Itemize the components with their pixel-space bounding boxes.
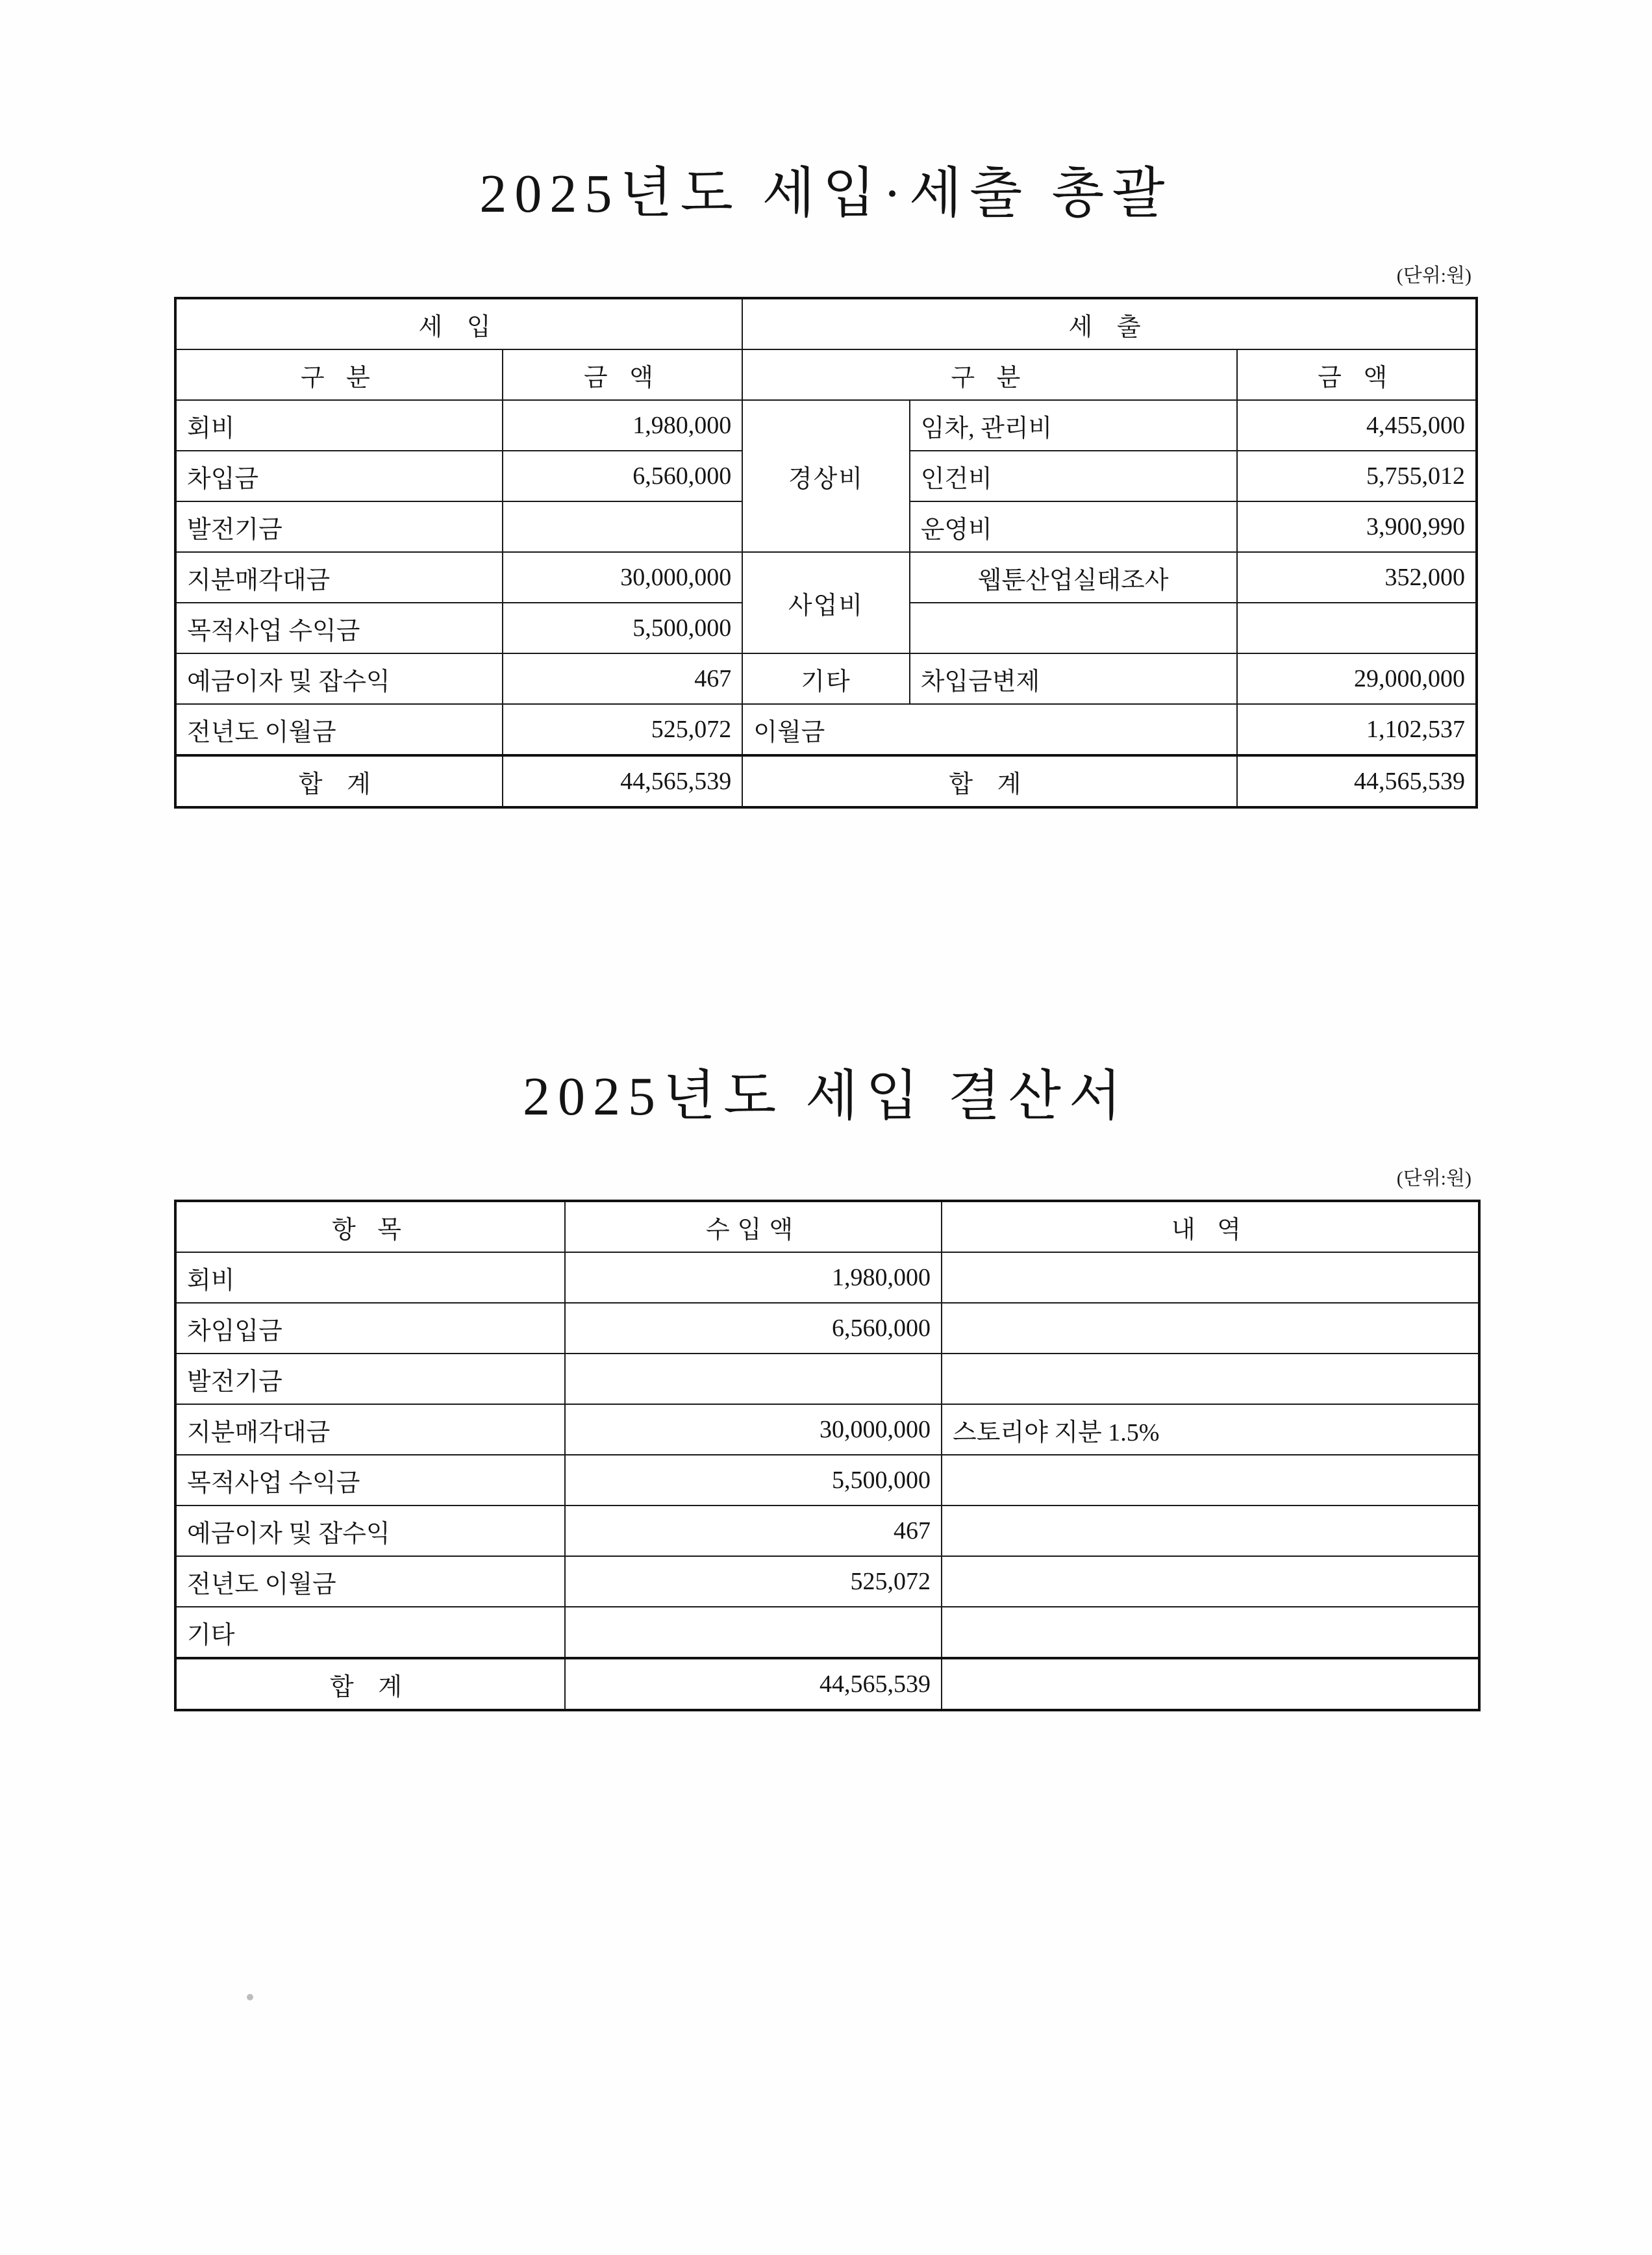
revenue-amount: 467 <box>503 653 742 704</box>
expense-amount: 4,455,000 <box>1237 400 1477 451</box>
expense-group-label: 경상비 <box>742 400 909 552</box>
header-item: 항 목 <box>175 1201 565 1252</box>
item-detail <box>942 1252 1479 1303</box>
item-label: 기타 <box>175 1607 565 1658</box>
summary-table-wrap <box>0 297 1652 809</box>
item-income <box>565 1354 942 1404</box>
item-detail <box>942 1556 1479 1607</box>
expense-label: 임차, 관리비 <box>910 400 1237 451</box>
carryover-amount: 1,102,537 <box>1237 704 1477 755</box>
expense-label: 웹툰산업실태조사 <box>910 552 1237 603</box>
table-row-header-top <box>175 298 1477 349</box>
item-income <box>565 1607 942 1658</box>
revenue-amount: 1,980,000 <box>503 400 742 451</box>
table-row <box>175 1455 1479 1505</box>
table-row-header-sub <box>175 349 1477 400</box>
revenue-amount: 5,500,000 <box>503 603 742 653</box>
expense-group-label: 기타 <box>742 653 909 704</box>
page-title-settlement: 2025년도 세입 결산서 <box>522 1066 1129 1127</box>
expense-label: 운영비 <box>910 501 1237 552</box>
header-expense-amount: 금 액 <box>1237 349 1477 400</box>
expense-label: 인건비 <box>910 451 1237 501</box>
expense-label: 차입금변제 <box>910 653 1237 704</box>
item-income: 6,560,000 <box>565 1303 942 1354</box>
table-row <box>175 704 1477 755</box>
item-income: 30,000,000 <box>565 1404 942 1455</box>
revenue-total-amount: 44,565,539 <box>503 755 742 807</box>
section-revenue-expense-summary <box>0 149 1652 809</box>
table-row <box>175 1505 1479 1556</box>
expense-amount: 5,755,012 <box>1237 451 1477 501</box>
unit-note-settlement: (단위:원) <box>1396 1168 1471 1189</box>
unit-note-summary: (단위:원) <box>1396 265 1471 286</box>
revenue-label: 발전기금 <box>175 501 503 552</box>
header-income: 수입액 <box>565 1201 942 1252</box>
item-detail <box>942 1354 1479 1404</box>
page-title-summary: 2025년도 세입·세출 총괄 <box>479 164 1173 224</box>
table-row <box>175 653 1477 704</box>
expense-amount: 352,000 <box>1237 552 1477 603</box>
table-row <box>175 400 1477 451</box>
revenue-label: 목적사업 수익금 <box>175 603 503 653</box>
settlement-total-label: 합 계 <box>175 1658 565 1710</box>
item-label: 목적사업 수익금 <box>175 1455 565 1505</box>
item-income: 5,500,000 <box>565 1455 942 1505</box>
table-row-header <box>175 1201 1479 1252</box>
expense-amount: 29,000,000 <box>1237 653 1477 704</box>
item-detail <box>942 1505 1479 1556</box>
table-row-total <box>175 1658 1479 1710</box>
item-detail <box>942 1455 1479 1505</box>
item-label: 차임입금 <box>175 1303 565 1354</box>
revenue-label: 지분매각대금 <box>175 552 503 603</box>
revenue-amount: 525,072 <box>503 704 742 755</box>
settlement-table-wrap <box>0 1200 1652 1711</box>
item-label: 예금이자 및 잡수익 <box>175 1505 565 1556</box>
table-row <box>175 552 1477 603</box>
header-revenue-amount: 금 액 <box>503 349 742 400</box>
expense-total-amount: 44,565,539 <box>1237 755 1477 807</box>
item-income: 525,072 <box>565 1556 942 1607</box>
settlement-total-detail <box>942 1658 1479 1710</box>
table-row <box>175 1404 1479 1455</box>
expense-amount <box>1237 603 1477 653</box>
table-row <box>175 1556 1479 1607</box>
header-expense: 세 출 <box>742 298 1477 349</box>
settlement-total-income: 44,565,539 <box>565 1658 942 1710</box>
scan-artifact-dot <box>247 1994 253 2000</box>
settlement-table <box>174 1200 1481 1711</box>
item-income: 1,980,000 <box>565 1252 942 1303</box>
section-revenue-settlement <box>0 1052 1652 1711</box>
revenue-label: 예금이자 및 잡수익 <box>175 653 503 704</box>
item-label: 회비 <box>175 1252 565 1303</box>
item-label: 발전기금 <box>175 1354 565 1404</box>
revenue-label: 차입금 <box>175 451 503 501</box>
summary-table <box>174 297 1478 809</box>
table-row <box>175 1252 1479 1303</box>
table-row <box>175 1354 1479 1404</box>
table-row <box>175 1303 1479 1354</box>
revenue-amount: 6,560,000 <box>503 451 742 501</box>
revenue-amount <box>503 501 742 552</box>
header-revenue-category: 구 분 <box>175 349 503 400</box>
item-detail <box>942 1303 1479 1354</box>
item-label: 지분매각대금 <box>175 1404 565 1455</box>
expense-total-label: 합 계 <box>742 755 1236 807</box>
table-row <box>175 1607 1479 1658</box>
header-revenue: 세 입 <box>175 298 742 349</box>
expense-amount: 3,900,990 <box>1237 501 1477 552</box>
revenue-amount: 30,000,000 <box>503 552 742 603</box>
expense-label <box>910 603 1237 653</box>
revenue-total-label: 합 계 <box>175 755 503 807</box>
expense-group-label: 사업비 <box>742 552 909 653</box>
item-detail: 스토리야 지분 1.5% <box>942 1404 1479 1455</box>
revenue-label: 전년도 이월금 <box>175 704 503 755</box>
table-row-total <box>175 755 1477 807</box>
item-label: 전년도 이월금 <box>175 1556 565 1607</box>
revenue-label: 회비 <box>175 400 503 451</box>
carryover-label: 이월금 <box>742 704 1236 755</box>
item-income: 467 <box>565 1505 942 1556</box>
header-expense-category: 구 분 <box>742 349 1236 400</box>
item-detail <box>942 1607 1479 1658</box>
header-detail: 내 역 <box>942 1201 1479 1252</box>
